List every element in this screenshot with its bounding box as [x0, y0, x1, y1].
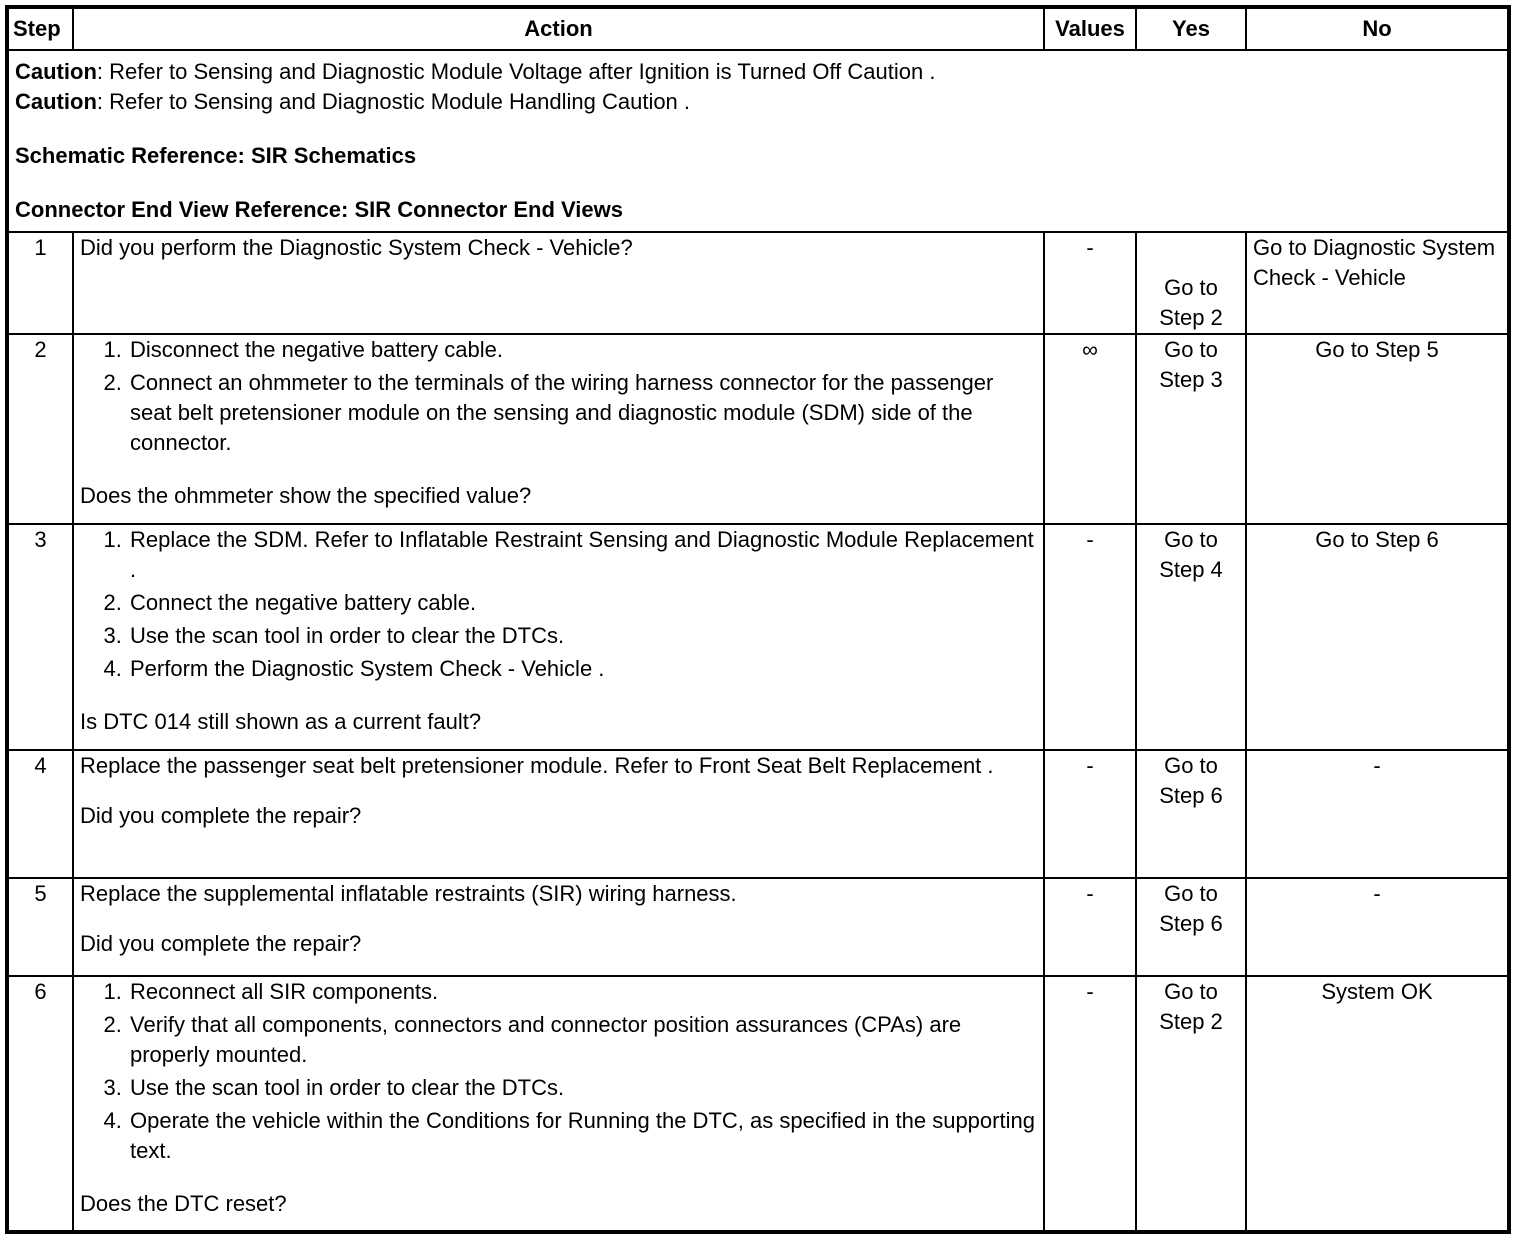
value-cell: ∞ — [1044, 334, 1136, 524]
schematic-reference: Schematic Reference: SIR Schematics — [15, 143, 417, 168]
diagnostic-table-wrapper — [5, 5, 1511, 1234]
caution-label-1: Caution — [15, 59, 97, 84]
action-text: Replace the passenger seat belt pretensioner module. Refer to Front Seat Belt Replacement . — [80, 753, 994, 778]
no-cell: Go to Step 5 — [1246, 334, 1509, 524]
action-question: Does the ohmmeter show the specified value? — [80, 483, 532, 508]
table-row — [7, 334, 1509, 524]
action-steps — [80, 335, 1037, 458]
diagnostic-table — [5, 5, 1511, 1234]
step-number: 5 — [7, 878, 73, 976]
yes-cell: Go to Step 3 — [1136, 334, 1246, 524]
yes-cell: Go to Step 6 — [1136, 878, 1246, 976]
step-number: 2 — [7, 334, 73, 524]
no-cell: - — [1246, 878, 1509, 976]
table-row — [7, 524, 1509, 750]
table-row — [7, 878, 1509, 976]
table-row — [7, 232, 1509, 334]
value-cell: - — [1044, 976, 1136, 1232]
value-cell: - — [1044, 524, 1136, 750]
action-question: Did you complete the repair? — [80, 931, 362, 956]
list-item: 4. Perform the Diagnostic System Check - Vehicle . — [128, 654, 1037, 684]
action-cell — [73, 334, 1044, 524]
action-cell — [73, 976, 1044, 1232]
value-cell: - — [1044, 232, 1136, 334]
list-item: 4. Operate the vehicle within the Conditions for Running the DTC, as specified in the supporting text. — [128, 1106, 1037, 1166]
header-values: Values — [1044, 7, 1136, 50]
yes-cell: Go to Step 6 — [1136, 750, 1246, 878]
action-steps — [80, 977, 1037, 1166]
action-question: Does the DTC reset? — [80, 1191, 287, 1216]
header-no: No — [1246, 7, 1509, 50]
caution-text-2: : Refer to Sensing and Diagnostic Module Handling Caution . — [96, 89, 691, 114]
caution-label-2: Caution — [15, 89, 97, 114]
action-steps — [80, 525, 1037, 684]
list-item: 2. Connect the negative battery cable. — [128, 588, 1037, 618]
value-cell: - — [1044, 878, 1136, 976]
action-question: Did you complete the repair? — [80, 803, 362, 828]
notes-cell — [7, 50, 1509, 232]
list-item: 1. Reconnect all SIR components. — [128, 977, 1037, 1007]
list-item: 3. Use the scan tool in order to clear the DTCs. — [128, 1073, 1037, 1103]
list-item: 3. Use the scan tool in order to clear the DTCs. — [128, 621, 1037, 651]
action-question: Is DTC 014 still shown as a current fault? — [80, 709, 482, 734]
step-number: 6 — [7, 976, 73, 1232]
header-yes: Yes — [1136, 7, 1246, 50]
action-cell — [73, 524, 1044, 750]
no-cell: Go to Diagnostic System Check - Vehicle — [1246, 232, 1509, 334]
caution-note-1 — [15, 57, 1501, 87]
list-item: 2. Verify that all components, connectors and connector position assurances (CPAs) are properly mounted. — [128, 1010, 1037, 1070]
yes-cell: Go to Step 2 — [1136, 232, 1246, 334]
action-cell — [73, 232, 1044, 334]
action-cell — [73, 878, 1044, 976]
caution-text-1: : Refer to Sensing and Diagnostic Module Voltage after Ignition is Turned Off Caution . — [96, 59, 936, 84]
step-number: 1 — [7, 232, 73, 334]
header-row — [7, 7, 1509, 50]
no-cell: - — [1246, 750, 1509, 878]
no-cell: System OK — [1246, 976, 1509, 1232]
table-row — [7, 750, 1509, 878]
action-question: Did you perform the Diagnostic System Check - Vehicle? — [80, 235, 633, 260]
yes-cell: Go to Step 2 — [1136, 976, 1246, 1232]
header-action: Action — [73, 7, 1044, 50]
step-number: 4 — [7, 750, 73, 878]
yes-cell: Go to Step 4 — [1136, 524, 1246, 750]
no-cell: Go to Step 6 — [1246, 524, 1509, 750]
action-cell — [73, 750, 1044, 878]
action-text: Replace the supplemental inflatable restraints (SIR) wiring harness. — [80, 881, 737, 906]
value-cell: - — [1044, 750, 1136, 878]
table-row — [7, 976, 1509, 1232]
step-number: 3 — [7, 524, 73, 750]
connector-reference: Connector End View Reference: SIR Connector End Views — [15, 197, 623, 222]
list-item: 1. Disconnect the negative battery cable. — [128, 335, 1037, 365]
list-item: 2. Connect an ohmmeter to the terminals of the wiring harness connector for the passenger seat belt pretensioner module on the sensing and diagnostic module (SDM) side of the connector. — [128, 368, 1037, 458]
caution-note-2 — [15, 87, 1501, 117]
notes-row — [7, 50, 1509, 232]
header-step: Step — [7, 7, 73, 50]
list-item: 1. Replace the SDM. Refer to Inflatable Restraint Sensing and Diagnostic Module Replacement . — [128, 525, 1037, 585]
